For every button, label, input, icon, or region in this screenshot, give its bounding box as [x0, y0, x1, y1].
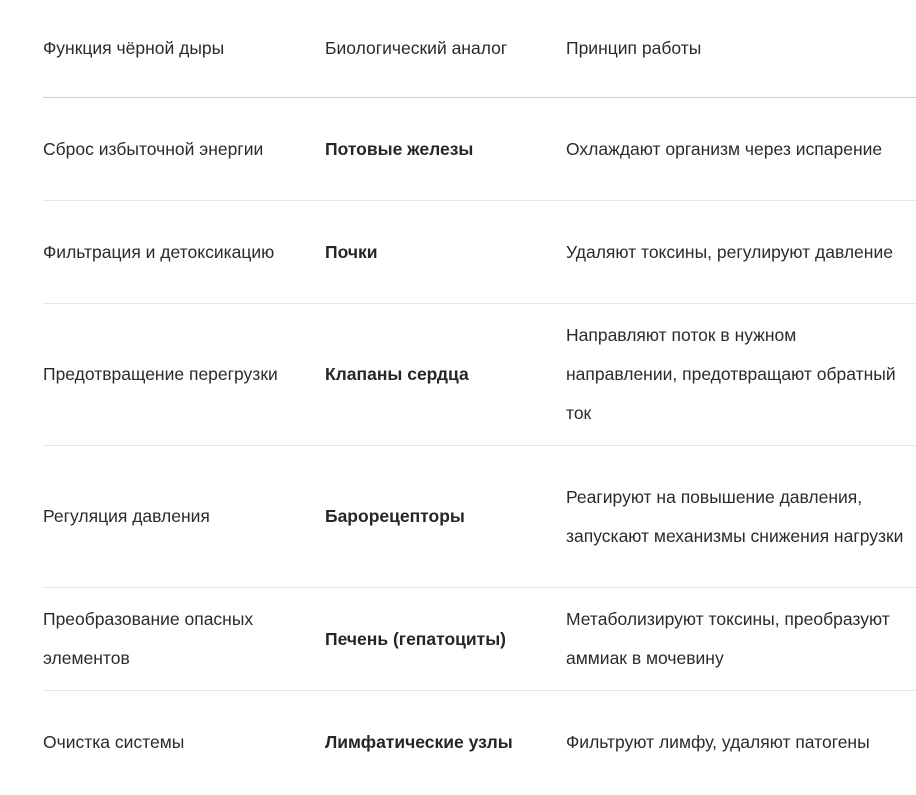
cell-analog: Печень (гепатоциты) — [325, 588, 566, 691]
cell-principle: Направляют поток в нужном направлении, предотвращают обратный ток — [566, 304, 916, 446]
cell-analog: Клапаны сердца — [325, 304, 566, 446]
cell-principle: Реагируют на повышение давления, запускают механизмы снижения нагрузки — [566, 446, 916, 588]
cell-function: Сброс избыточной энергии — [43, 98, 325, 201]
cell-analog: Потовые железы — [325, 98, 566, 201]
cell-function: Регуляция давления — [43, 446, 325, 588]
header-principle: Принцип работы — [566, 0, 916, 98]
header-analog: Биологический аналог — [325, 0, 566, 98]
table-row — [43, 98, 916, 201]
cell-function: Очистка системы — [43, 732, 185, 752]
cell-principle: Метаболизируют токсины, преобразуют аммиак в мочевину — [566, 588, 916, 691]
table-row — [43, 588, 916, 691]
cell-principle: Охлаждают организм через испарение — [566, 98, 916, 201]
cell-analog: Лимфатические узлы — [325, 732, 513, 752]
header-row — [43, 0, 916, 98]
table-header — [43, 0, 916, 98]
cell-analog: Барорецепторы — [325, 446, 566, 588]
cell-analog: Почки — [325, 201, 566, 304]
table-row — [43, 691, 916, 795]
cell-function: Преобразование опасных элементов — [43, 588, 325, 691]
comparison-table — [43, 0, 916, 794]
table-row — [43, 446, 916, 588]
cell-principle: Удаляют токсины, регулируют давление — [566, 201, 916, 304]
table-body — [43, 98, 916, 795]
header-function: Функция чёрной дыры — [43, 0, 325, 98]
table-row — [43, 201, 916, 304]
table-row — [43, 304, 916, 446]
cell-function: Предотвращение перегрузки — [43, 304, 325, 446]
cell-function: Фильтрация и детоксикацию — [43, 201, 325, 304]
cell-principle: Фильтруют лимфу, удаляют патогены — [566, 732, 870, 752]
